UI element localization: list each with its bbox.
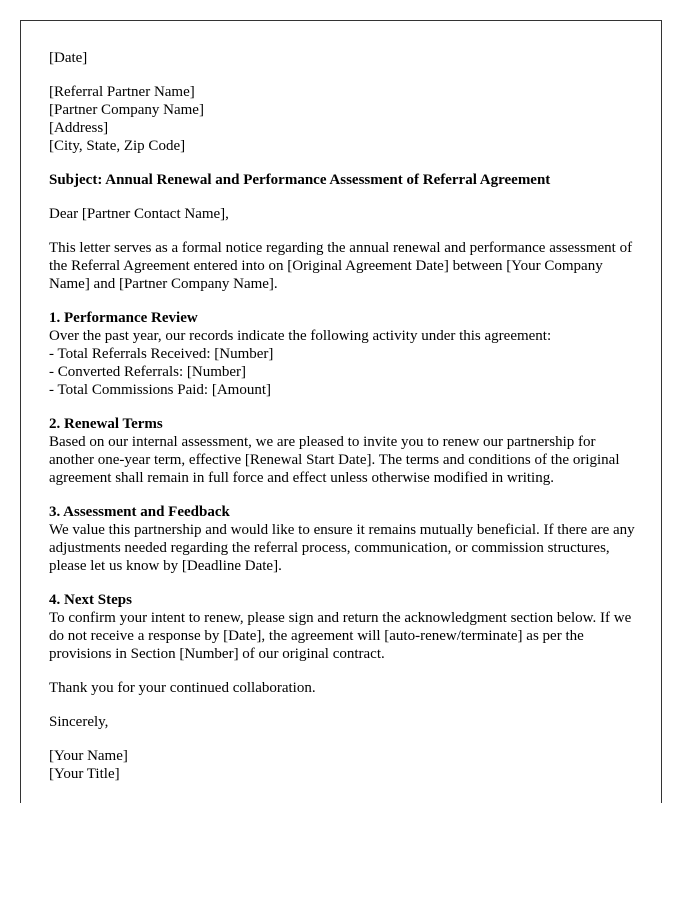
recipient-name: [Referral Partner Name] — [49, 84, 195, 100]
section-renewal-terms — [49, 415, 639, 487]
section-performance-review — [49, 309, 639, 399]
recipient-address: [Address] — [49, 120, 109, 136]
date: [Date] — [49, 50, 88, 66]
salutation: Dear [Partner Contact Name], — [49, 206, 229, 222]
section-body: To confirm your intent to renew, please sign and return the acknowledgment section below. If we do not receive a response by [Date], the agreement will [auto-renew/terminate] as per the provisions in Section [Number] of our original contract. — [49, 610, 632, 662]
section-heading: 1. Performance Review — [49, 310, 198, 326]
signature-title: [Your Title] — [49, 766, 120, 782]
section-line: - Converted Referrals: [Number] — [49, 364, 247, 380]
section-line: - Total Commissions Paid: [Amount] — [49, 382, 272, 398]
closing: Sincerely, — [49, 714, 109, 730]
subject-line: Subject: Annual Renewal and Performance Assessment of Referral Agreement — [49, 172, 551, 188]
section-body: We value this partnership and would like to ensure it remains mutually beneficial. If there are any adjustments needed regarding the referral process, communication, or commission structures, please let us know by [Deadline Date]. — [49, 522, 635, 574]
section-assessment-feedback — [49, 503, 639, 575]
section-body: Based on our internal assessment, we are pleased to invite you to renew our partnership for another one-year term, effective [Renewal Start Date]. The terms and conditions of the original agreement shall remain in full force and effect unless otherwise modified in writing. — [49, 434, 620, 486]
intro-paragraph: This letter serves as a formal notice regarding the annual renewal and performance assessment of the Referral Agreement entered into on [Original Agreement Date] between [Your Company Name] and [Partner Company Name]. — [49, 240, 633, 292]
signature-name: [Your Name] — [49, 748, 128, 764]
letter-page — [20, 20, 662, 803]
signature-block — [49, 747, 639, 783]
recipient-address-block — [49, 83, 639, 155]
letter-body — [49, 49, 639, 783]
section-heading: 2. Renewal Terms — [49, 416, 163, 432]
section-line: Over the past year, our records indicate the following activity under this agreement: — [49, 328, 552, 344]
section-heading: 4. Next Steps — [49, 592, 132, 608]
recipient-city: [City, State, Zip Code] — [49, 138, 186, 154]
recipient-company: [Partner Company Name] — [49, 102, 204, 118]
section-next-steps — [49, 591, 639, 663]
section-line: - Total Referrals Received: [Number] — [49, 346, 274, 362]
section-heading: 3. Assessment and Feedback — [49, 504, 230, 520]
thanks: Thank you for your continued collaboration. — [49, 680, 316, 696]
